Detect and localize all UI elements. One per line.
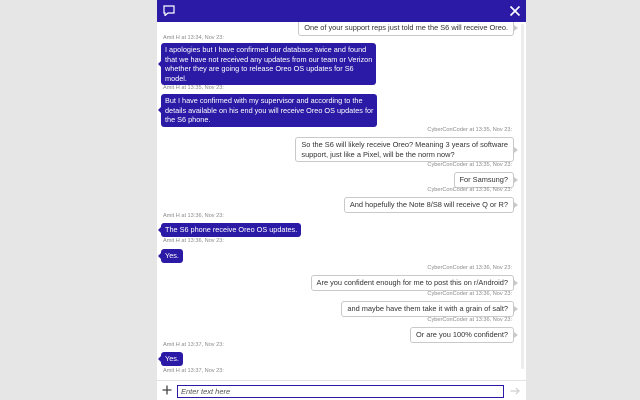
scrollbar[interactable] (521, 24, 524, 369)
user-message (410, 327, 514, 343)
message-line: and maybe have them take it with a grain of salt? (347, 304, 508, 313)
message-line: The S6 phone receive Oreo OS updates. (165, 225, 298, 234)
agent-message (161, 94, 377, 127)
message-line: Yes. (165, 251, 179, 260)
message-meta: Amit H at 13:34, Nov 23: (163, 35, 224, 41)
message-line: So the S6 will likely receive Oreo? Meaning 3 years of software (301, 140, 508, 149)
plus-icon[interactable] (161, 384, 173, 396)
message-line: Yes. (165, 354, 179, 363)
message-line: details available on his end you will receive Oreo OS updates for (165, 105, 374, 115)
message-meta: CyberConCoder at 13:35, Nov 23: (427, 162, 512, 168)
agent-message (161, 43, 376, 85)
message-line: One of your support reps just told me the S6 will receive Oreo. (304, 23, 508, 32)
close-icon[interactable] (508, 4, 522, 18)
message-line: Or are you 100% confident? (415, 330, 508, 339)
chat-title-bar (157, 0, 526, 22)
user-message (295, 137, 514, 162)
message-line: And hopefully the Note 8/S8 will receive Q or R? (349, 200, 508, 209)
message-meta: CyberConCoder at 13:36, Nov 23: (427, 187, 512, 193)
agent-message (161, 223, 301, 237)
message-meta: Amit H at 13:37, Nov 23: (163, 342, 224, 348)
chat-bubble-icon (163, 5, 175, 16)
message-meta: Amit H at 13:36, Nov 23: (163, 213, 224, 219)
user-message (298, 22, 514, 36)
user-message (311, 275, 514, 291)
message-line: For Samsung? (459, 175, 508, 184)
agent-message (161, 249, 183, 263)
message-meta: Amit H at 13:37, Nov 23: (163, 368, 224, 373)
message-meta: CyberConCoder at 13:35, Nov 23: (427, 127, 512, 133)
message-input[interactable] (177, 385, 504, 398)
agent-message (161, 352, 183, 366)
message-meta: Amit H at 13:35, Nov 23: (163, 85, 224, 91)
message-line: Are you confident enough for me to post this on r/Android? (316, 278, 508, 287)
message-line: that we have not received any updates from our team or Verizon (165, 54, 373, 64)
message-meta: Amit H at 13:36, Nov 23: (163, 238, 224, 244)
message-meta: CyberConCoder at 13:36, Nov 23: (427, 317, 512, 323)
user-message (341, 301, 514, 317)
message-line: the S6 phone. (165, 115, 211, 125)
message-line: whether they are going to release Oreo OS updates for S6 (165, 64, 354, 74)
user-message (344, 197, 514, 213)
message-line: But I have confirmed with my supervisor and according to the (165, 96, 363, 105)
message-list[interactable] (157, 22, 526, 373)
send-arrow-icon[interactable] (509, 385, 521, 397)
chat-window (157, 0, 526, 400)
message-line: support, just like a Pixel, will be the norm now? (301, 149, 455, 159)
message-line: model. (165, 73, 187, 83)
message-meta: CyberConCoder at 13:36, Nov 23: (427, 265, 512, 271)
user-message (454, 172, 514, 188)
composer (157, 380, 526, 400)
message-line: I apologies but I have confirmed our database twice and found (165, 45, 367, 54)
message-meta: CyberConCoder at 13:36, Nov 23: (427, 291, 512, 297)
